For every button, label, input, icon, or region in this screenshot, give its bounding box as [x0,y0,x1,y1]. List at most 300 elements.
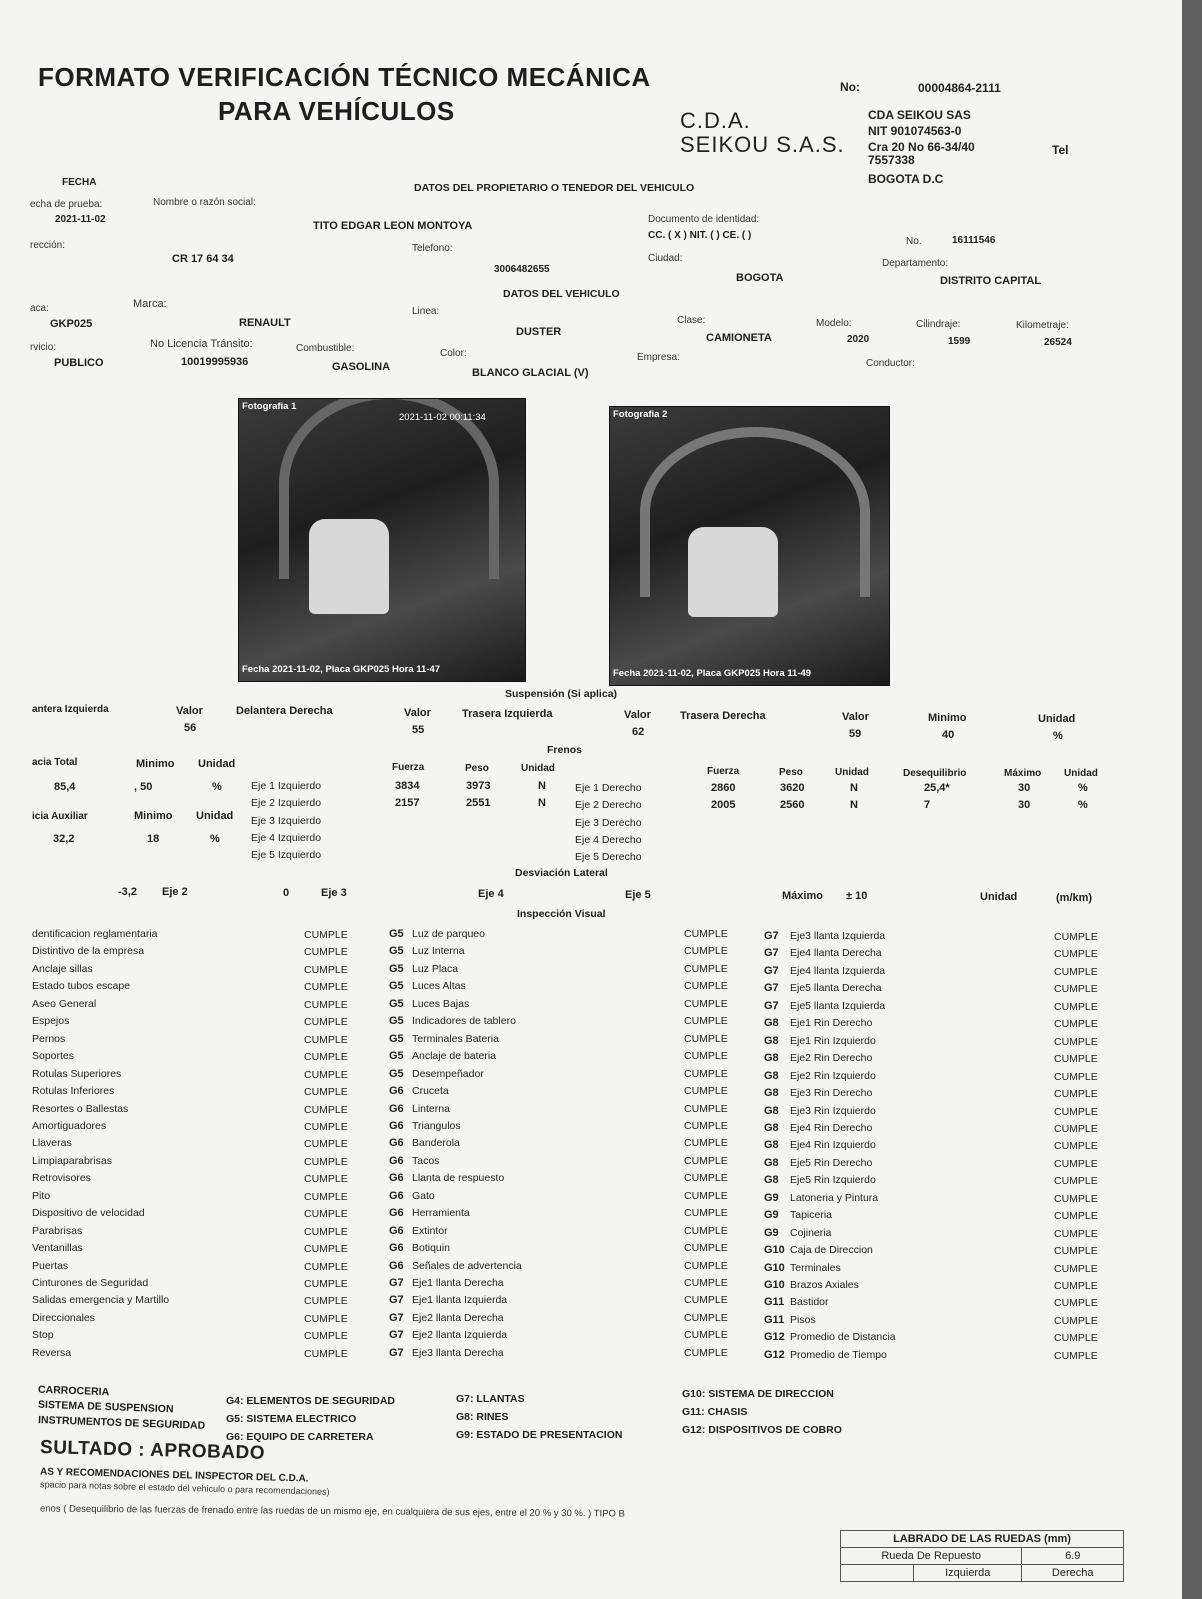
class-label: Clase: [677,315,706,326]
inspection-group-code: G10 [764,1279,785,1291]
inspection-item-status: CUMPLE [304,1243,348,1256]
inspection-item-status: CUMPLE [684,928,728,940]
inspection-item-status: CUMPLE [304,1312,348,1325]
inspection-item-status: CUMPLE [1054,1175,1098,1188]
inspection-item-label: Latoneria y Pintura [790,1191,879,1204]
inspection-item-status: CUMPLE [684,1259,728,1272]
inspection-item-label: Anclaje sillas [32,962,93,975]
brake-aux-unit-value: % [210,833,220,845]
inspection-item-status: CUMPLE [684,1032,728,1045]
logo-text-bottom: SEIKOU S.A.S. [680,132,845,157]
brake-aux-unit-label: Unidad [196,810,234,822]
legend-g11: G11: CHASIS [682,1406,748,1418]
inspection-group-code: G7 [764,964,779,977]
brake-right-unit: N [850,799,858,812]
inspection-item-label: Eje1 llanta Derecha [412,1277,504,1289]
inspection-item-label: dentificacion reglamentaria [32,928,158,940]
inspection-group-code: G5 [389,1067,404,1080]
deviation-unit-value: (m/km) [1056,892,1093,904]
inspection-item-label: Desempeñador [412,1067,484,1080]
brake-left-force: 3834 [395,780,420,792]
inspection-item-label: Eje5 llanta Izquierda [790,999,886,1012]
brake-unit: % [1078,799,1088,812]
inspection-item-label: Gato [412,1189,435,1202]
inspection-item-label: Eje4 Rin Izquierdo [790,1139,876,1152]
service-label: rvicio: [30,342,57,353]
inspection-item-status: CUMPLE [304,1086,348,1099]
inspection-item-status: CUMPLE [1054,1349,1098,1362]
inspection-item-status: CUMPLE [684,1346,728,1359]
brakes-header: Frenos [547,744,583,756]
company-address: Cra 20 No 66-34/40 [868,140,975,154]
brake-aux-min-label: Minimo [134,810,173,822]
deviation-header: Desviación Lateral [515,867,608,879]
inspection-item-label: Eje2 llanta Izquierda [412,1329,508,1342]
inspection-item-label: Banderola [412,1137,460,1150]
susp-front-right-label: Delantera Derecha [236,705,333,717]
inspection-group-code: G6 [389,1119,404,1132]
inspection-item-status: CUMPLE [684,980,728,993]
deviation-unit-label: Unidad [980,891,1018,903]
susp-unit-value: % [1053,730,1063,742]
brake-total-min-label: Minimo [136,758,175,770]
force-right-header: Fuerza [707,766,740,777]
company-field-label: Empresa: [637,352,680,363]
inspection-group-code: G11 [764,1313,785,1326]
susp-front-left-label: antera Izquierda [32,704,109,715]
inspection-item-label: Extintor [412,1224,448,1237]
displacement-value: 1599 [948,336,971,347]
brake-left-unit: N [538,780,546,792]
inspection-item-label: Eje5 llanta Derecha [790,982,882,995]
inspection-item-label: Retrovisores [32,1172,91,1185]
deviation-max-value: ± 10 [846,890,868,902]
force-left-header: Fuerza [392,762,425,773]
observations-subtitle: spacio para notas sobre el estado del vehiculo o para recomendaciones) [39,1479,330,1497]
brand-label: Marca: [133,298,167,310]
max-header: Máximo [1004,768,1042,779]
inspection-item-label: Rotulas Inferiores [32,1085,115,1098]
brake-total-min-value: , 50 [134,781,153,793]
inspection-item-label: Eje2 llanta Derecha [412,1311,504,1324]
inspection-item-status: CUMPLE [684,1085,728,1098]
inspection-item-label: Luz Interna [412,945,465,958]
susp-front-right-value: 55 [412,724,425,736]
city-value: BOGOTA [736,272,784,284]
inspection-item-label: Caja de Direccion [790,1244,873,1257]
inspection-item-status: CUMPLE [304,1103,348,1116]
brake-total-value: 85,4 [54,781,76,793]
inspection-group-code: G5 [389,1050,404,1063]
legend-g8: G8: RINES [456,1411,509,1423]
inspection-group-code: G8 [764,1069,779,1082]
inspection-item-status: CUMPLE [684,1224,728,1237]
inspection-group-code: G9 [764,1226,779,1239]
company-phone: 7557338 [868,153,915,167]
inspection-item-label: Direccionales [32,1311,96,1324]
inspection-item-label: Eje1 Rin Izquierdo [790,1034,876,1047]
inspection-item-status: CUMPLE [684,1137,728,1150]
inspection-group-code: G8 [764,1139,779,1152]
deviation-axle3-label: Eje 3 [321,887,347,899]
inspection-item-label: Tapiceria [790,1209,833,1222]
inspection-item-label: Brazos Axiales [790,1279,859,1291]
brake-left-weight: 3973 [466,780,491,792]
inspection-item-label: Luces Altas [412,980,466,993]
inspection-item-status: CUMPLE [684,1189,728,1202]
id-document-types: CC. ( X ) NIT. ( ) CE. ( ) [648,230,752,241]
spare-wheel-label: Rueda De Repuesto [841,1548,1022,1565]
company-nit: NIT 901074563-0 [868,124,962,138]
susp-rear-left-label: Trasera Izquierda [462,708,553,720]
susp-value-label: Valor [842,711,869,723]
photo-1-timestamp: 2021-11-02 00:11:34 [399,412,486,423]
line-value: DUSTER [516,326,562,338]
inspection-group-code: G6 [389,1259,404,1272]
unit-header: Unidad [1064,768,1098,779]
brake-total-unit-value: % [212,781,222,793]
vehicle-photo-2 [609,406,890,686]
brake-aux-min-value: 18 [147,833,160,845]
fuel-label: Combustible: [296,343,355,354]
brake-right-force: 2005 [711,799,736,812]
inspection-item-label: Promedio de Distancia [790,1331,896,1344]
susp-front-left-value: 56 [184,722,197,734]
susp-value-label: Valor [404,707,431,719]
inspection-item-status: CUMPLE [1054,1227,1098,1240]
inspection-item-label: Llanta de respuesto [412,1172,505,1185]
inspection-item-status: CUMPLE [1054,948,1098,961]
displacement-label: Cilindraje: [916,319,961,330]
inspection-item-status: CUMPLE [304,1190,348,1203]
document-title-line1: FORMATO VERIFICACIÓN TÉCNICO MECÁNICA [38,62,651,92]
inspection-item-status: CUMPLE [684,1294,728,1307]
inspection-item-status: CUMPLE [304,1208,348,1221]
inspection-item-status: CUMPLE [684,1102,728,1115]
inspection-item-label: Eje4 Rin Derecho [790,1121,873,1134]
inspection-item-status: CUMPLE [1054,1280,1098,1292]
mileage-label: Kilometraje: [1016,320,1069,331]
brake-right-weight: 2560 [780,799,805,812]
inspection-item-label: Reversa [32,1346,72,1359]
observations-title: AS Y RECOMENDACIONES DEL INSPECTOR DEL C.D.A. [39,1466,309,1485]
legend-g1: CARROCERIA [37,1383,110,1399]
weight-left-header: Peso [465,763,489,774]
spare-wheel-value: 6.9 [1022,1548,1124,1565]
inspection-group-code: G7 [389,1329,404,1342]
legend-g10: G10: SISTEMA DE DIRECCION [682,1388,834,1400]
result-status: SULTADO : APROBADO [39,1437,266,1464]
inspection-item-label: Anclaje de bateria [412,1050,497,1063]
inspection-item-label: Terminales Bateria [412,1032,499,1045]
brake-right-axle-label: Eje 3 Derecho [575,816,642,829]
brake-left-axle-label: Eje 1 Izquierdo [251,780,322,792]
inspection-item-status: CUMPLE [684,1119,728,1132]
inspection-item-status: CUMPLE [684,1067,728,1080]
inspection-item-status: CUMPLE [1054,1070,1098,1083]
department-value: DISTRITO CAPITAL [940,275,1042,287]
deviation-axle2-label: Eje 2 [162,886,188,898]
inspection-group-code: G7 [389,1277,404,1289]
service-value: PUBLICO [54,357,104,369]
inspection-item-label: Dispositivo de velocidad [32,1207,145,1220]
inspection-item-status: CUMPLE [304,1225,348,1238]
brake-max: 30 [1018,782,1031,794]
inspection-item-status: CUMPLE [304,1016,348,1029]
inspection-item-status: CUMPLE [304,1347,348,1360]
brake-right-axle-label: Eje 4 Derecho [575,833,642,846]
number-value: 00004864-2111 [918,81,1001,95]
susp-rear-right-value: 59 [849,728,862,740]
inspection-item-status: CUMPLE [1054,1088,1098,1101]
logo-text-top: C.D.A. [680,108,751,133]
inspection-item-label: Indicadores de tablero [412,1015,516,1028]
inspection-item-label: Stop [32,1329,54,1342]
fecha-label: FECHA [62,177,97,188]
fuel-value: GASOLINA [332,361,391,373]
inspection-group-code: G7 [764,999,779,1012]
legend-g6: G6: EQUIPO DE CARRETERA [226,1431,374,1443]
susp-rear-right-label: Trasera Derecha [680,710,766,722]
number-label: No: [840,80,860,94]
inspection-group-code: G12 [764,1348,785,1361]
inspection-item-label: Soportes [32,1050,75,1063]
inspection-item-status: CUMPLE [684,1242,728,1255]
inspection-item-status: CUMPLE [1054,1210,1098,1223]
legend-g7: G7: LLANTAS [456,1393,525,1405]
brake-left-force: 2157 [395,797,420,810]
inspection-item-status: CUMPLE [304,1295,348,1308]
brake-left-axle-label: Eje 2 Izquierdo [251,797,322,810]
photo-1-caption: Fecha 2021-11-02, Placa GKP025 Hora 11-47 [242,664,441,675]
inspection-item-status: CUMPLE [304,1173,348,1186]
inspection-item-status: CUMPLE [1054,1262,1098,1275]
left-column-header: Izquierda [914,1565,1022,1582]
inspection-group-code: G5 [389,980,404,993]
inspection-group-code: G7 [389,1346,404,1359]
brake-aux-label: icia Auxiliar [32,811,88,822]
owner-section-header: DATOS DEL PROPIETARIO O TENEDOR DEL VEHICULO [414,182,695,194]
brake-right-axle-label: Eje 5 Derecho [575,851,642,864]
inspection-group-code: G9 [764,1191,779,1204]
inspection-item-status: CUMPLE [304,1155,348,1168]
inspection-item-label: Espejos [32,1015,70,1028]
brake-left-axle-label: Eje 3 Izquierdo [251,814,322,827]
inspection-item-label: Cinturones de Seguridad [32,1277,149,1289]
inspection-item-status: CUMPLE [304,1120,348,1133]
inspection-group-code: G5 [389,945,404,958]
inspection-group-code: G5 [389,997,404,1010]
inspection-item-status: CUMPLE [1054,1105,1098,1118]
inspection-item-status: CUMPLE [684,1015,728,1028]
inspection-item-label: Puertas [32,1259,69,1272]
inspection-item-label: Distintivo de la empresa [32,945,145,958]
inspection-item-status: CUMPLE [1054,1140,1098,1153]
address-label: rección: [30,240,66,251]
inspection-item-label: Luces Bajas [412,997,470,1010]
inspection-item-status: CUMPLE [304,1068,348,1081]
inspection-group-code: G8 [764,1034,779,1047]
legend-g4: G4: ELEMENTOS DE SEGURIDAD [226,1395,395,1407]
inspection-item-status: CUMPLE [1054,1245,1098,1258]
inspection-item-status: CUMPLE [684,945,728,958]
inspection-group-code: G6 [389,1189,404,1202]
tread-depth-title: LABRADO DE LAS RUEDAS (mm) [841,1531,1124,1548]
brake-right-unit: N [850,782,858,794]
observations-note: enos ( Desequilibrio de las fuerzas de frenado entre las ruedas de un mismo eje, en cualquiera de sus ejes, entre el 20 % y 30 %. ) TIPO B [39,1503,625,1520]
deviation-axle5-label: Eje 5 [625,889,651,901]
inspection-item-status: CUMPLE [684,1329,728,1342]
inspection-group-code: G8 [764,1156,779,1169]
color-value: BLANCO GLACIAL (V) [472,367,589,379]
inspection-item-label: Salidas emergencia y Martillo [32,1294,170,1307]
inspection-item-label: Eje3 Rin Derecho [790,1087,873,1100]
inspection-item-status: CUMPLE [1054,1018,1098,1031]
inspection-item-label: Amortiguadores [32,1119,107,1132]
inspection-item-label: Triangulos [412,1119,461,1132]
inspection-item-label: Eje3 llanta Derecha [412,1346,504,1359]
inspection-group-code: G6 [389,1137,404,1150]
inspection-item-label: Promedio de Tiempo [790,1348,887,1361]
inspection-item-label: Eje1 llanta Izquierda [412,1294,508,1307]
inspection-group-code: G6 [389,1172,404,1185]
class-value: CAMIONETA [706,332,772,344]
inspection-item-status: CUMPLE [684,1172,728,1185]
inspection-item-status: CUMPLE [304,998,348,1011]
suspension-header: Suspensión (Si aplica) [505,688,618,700]
brake-max: 30 [1018,799,1031,812]
inspection-item-label: Eje3 llanta Izquierda [790,930,886,942]
inspection-item-status: CUMPLE [684,962,728,975]
inspection-group-code: G5 [389,1032,404,1045]
inspection-group-code: G7 [764,982,779,995]
unit-left-header: Unidad [521,763,555,774]
id-number-value: 16111546 [952,235,996,246]
inspection-item-label: Eje2 Rin Izquierdo [790,1069,876,1082]
inspection-item-status: CUMPLE [304,1051,348,1064]
brake-left-unit: N [538,797,546,810]
inspection-group-code: G7 [389,1311,404,1324]
brake-imbalance: 25,4* [924,782,950,794]
inspection-item-status: CUMPLE [684,1050,728,1063]
inspection-item-status: CUMPLE [304,963,348,976]
department-label: Departamento: [882,258,949,269]
inspection-item-label: Bastidor [790,1296,829,1309]
inspection-item-status: CUMPLE [1054,1157,1098,1170]
susp-min-value: 40 [942,729,955,741]
tel-label: Tel [1052,143,1069,157]
inspection-item-label: Eje5 Rin Izquierdo [790,1174,876,1187]
car-shape [309,519,389,614]
inspection-item-status: CUMPLE [304,1330,348,1343]
test-date-label: echa de prueba: [30,199,103,210]
brake-right-axle-label: Eje 1 Derecho [575,782,642,794]
inspection-group-code: G6 [389,1154,404,1167]
inspection-item-label: Eje4 llanta Derecha [790,947,882,960]
plate-label: aca: [30,303,49,314]
inspection-group-code: G9 [764,1209,779,1222]
inspection-item-status: CUMPLE [1054,1122,1098,1135]
model-value: 2020 [847,334,870,345]
brake-unit: % [1078,782,1088,794]
tread-depth-table [840,1530,1124,1582]
car-shape [688,527,778,617]
inspection-item-status: CUMPLE [684,1311,728,1324]
inspection-group-code: G8 [764,1121,779,1134]
inspection-item-label: Eje5 Rin Derecho [790,1156,873,1169]
id-number-label: No. [906,236,922,247]
inspection-item-status: CUMPLE [1054,931,1098,943]
inspection-item-label: Ventanillas [32,1242,83,1255]
inspection-item-status: CUMPLE [1054,1000,1098,1013]
susp-rear-left-value: 62 [632,726,645,738]
inspection-group-code: G8 [764,1017,779,1030]
legend-g12: G12: DISPOSITIVOS DE COBRO [682,1424,842,1436]
inspection-item-label: Eje4 llanta Izquierda [790,964,886,977]
owner-name-label: Nombre o razón social: [153,197,256,208]
inspection-group-code: G7 [389,1294,404,1307]
photo-2-caption: Fecha 2021-11-02, Placa GKP025 Hora 11-49 [613,668,812,679]
company-name: CDA SEIKOU SAS [868,108,971,122]
mileage-value: 26524 [1044,337,1072,348]
inspection-item-label: Botiquin [412,1242,450,1255]
inspection-item-status: CUMPLE [1054,1035,1098,1048]
phone-label: Telefono: [412,243,453,254]
inspection-item-label: Linterna [412,1102,450,1115]
inspection-item-label: Aseo General [32,997,97,1010]
inspection-item-status: CUMPLE [304,946,348,959]
inspection-group-code: G6 [389,1085,404,1098]
inspection-item-label: Pernos [32,1032,66,1045]
inspection-item-label: Eje2 Rin Derecho [790,1052,873,1065]
legend-g9: G9: ESTADO DE PRESENTACION [456,1429,623,1441]
inspection-group-code: G5 [389,1015,404,1028]
inspection-item-status: CUMPLE [304,929,348,941]
driver-label: Conductor: [866,358,915,369]
inspection-group-code: G6 [389,1102,404,1115]
deviation-max-label: Máximo [782,890,823,902]
license-value: 10019995936 [181,356,249,368]
color-label: Color: [440,348,467,359]
inspection-item-label: Cojineria [790,1226,832,1239]
inspection-item-label: Eje3 Rin Izquierdo [790,1104,876,1117]
deviation-axle1-value: -3,2 [118,886,137,898]
susp-unit-label: Unidad [1038,713,1076,725]
inspection-item-label: Estado tubos escape [32,980,131,993]
inspection-item-label: Llaveras [32,1137,72,1150]
deviation-axle4-label: Eje 4 [478,888,504,900]
inspection-group-code: G8 [764,1174,779,1187]
test-date-value: 2021-11-02 [55,214,106,225]
inspection-group-code: G6 [389,1224,404,1237]
inspection-item-label: Pisos [790,1313,816,1326]
inspection-item-status: CUMPLE [1054,965,1098,978]
brake-left-weight: 2551 [466,797,491,810]
right-column-header: Derecha [1022,1565,1124,1582]
weight-right-header: Peso [779,767,803,778]
imbalance-header: Desequilibrio [903,768,967,779]
license-label: No Licencia Tránsito: [150,338,253,350]
inspection-item-status: CUMPLE [684,1154,728,1167]
brake-right-axle-label: Eje 2 Derecho [575,799,642,812]
inspection-item-label: Tacos [412,1154,440,1167]
brake-left-axle-label: Eje 4 Izquierdo [251,831,322,844]
brake-aux-value: 32,2 [53,833,75,845]
photo-1-title: Fotografia 1 [242,401,297,412]
inspection-item-label: Herramienta [412,1207,470,1220]
company-city: BOGOTA D.C [868,172,944,186]
owner-name-value: TITO EDGAR LEON MONTOYA [313,220,473,232]
